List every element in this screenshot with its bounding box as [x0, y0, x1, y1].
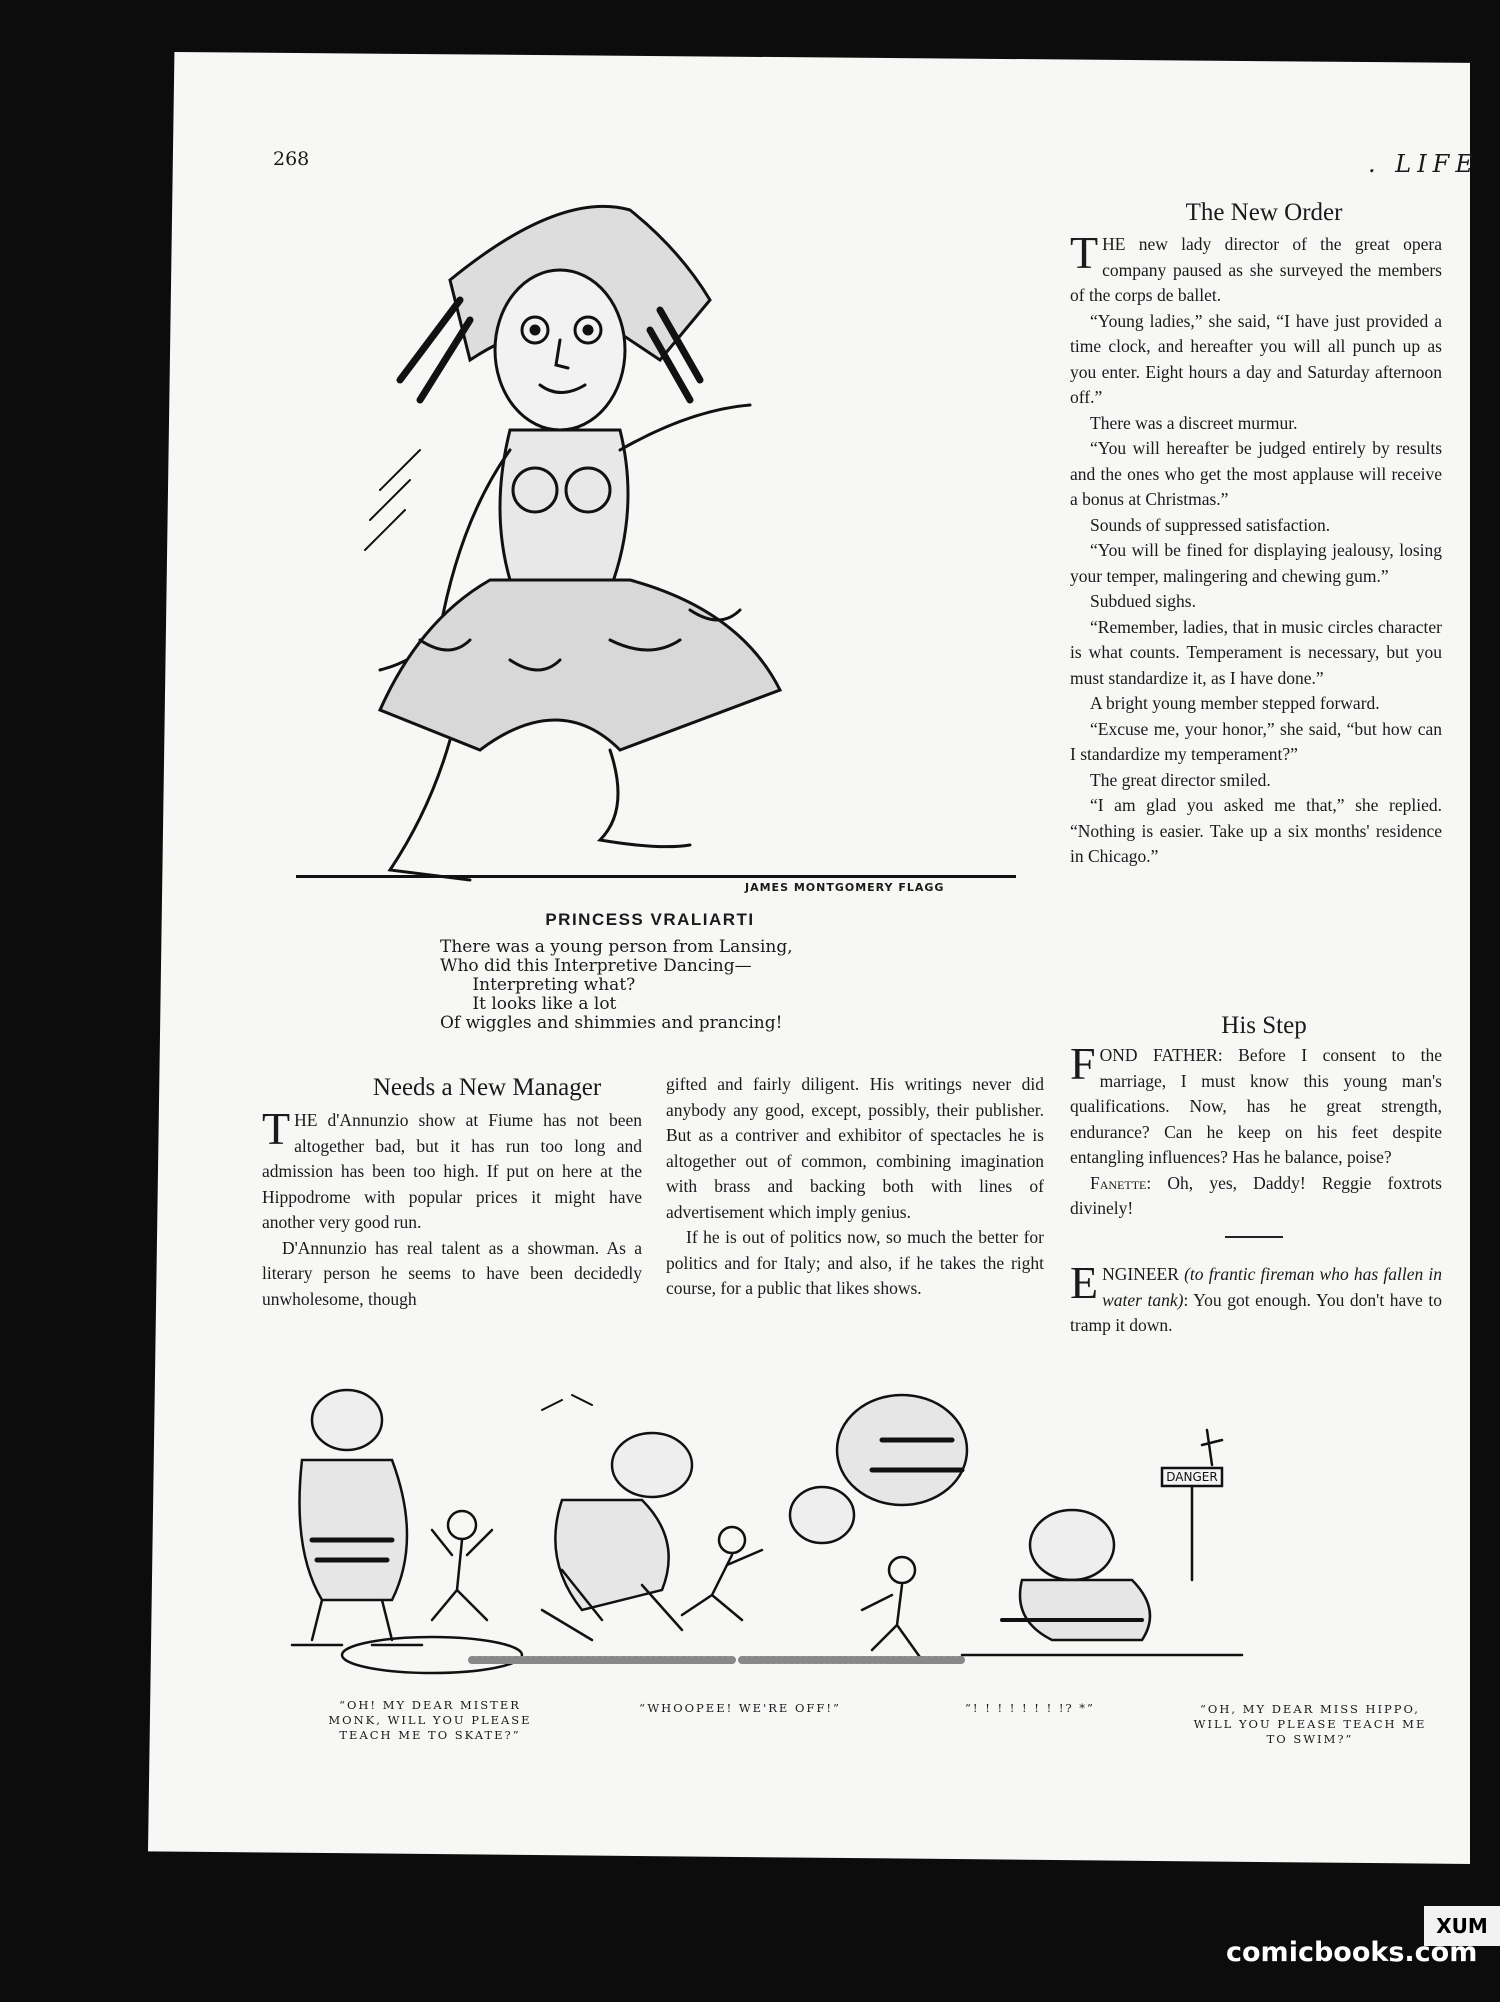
article-paragraph: “You will hereafter be judged entirely by results and the ones who get the most applause will receive a bonus at Christmas.”: [1070, 438, 1442, 509]
article-paragraph: gifted and fairly diligent. His writings never did anybody any good, except, possibly, their publisher. But as a contriver and exhibitor of spectacles he is altogether out of common, combining imagination with brass and backing both with lines of advertisement which imply genius.: [666, 1074, 1044, 1222]
article-paragraph: “Remember, ladies, that in music circles character is what counts. Temperament is necessary, but you must standardize it, as I have done.”: [1070, 616, 1442, 688]
poem-line: Of wiggles and shimmies and prancing!: [440, 1013, 783, 1033]
article-paragraph: The great director smiled.: [1090, 769, 1271, 790]
illustration-baseline: [296, 875, 1016, 878]
masthead: . LIFE: [1368, 150, 1479, 178]
comic-strip: [262, 1370, 1446, 1700]
comic-caption: “OH! MY DEAR MISTER MONK, WILL YOU PLEASE TEACH ME TO SKATE?”: [328, 1698, 532, 1742]
panel-4-art: [962, 1430, 1242, 1655]
new-order-heading: The New Order: [1185, 199, 1343, 226]
site-watermark: comicbooks.com: [1226, 1937, 1478, 1968]
his-step-heading: His Step: [1221, 1012, 1307, 1039]
dancer-illustration: [360, 190, 1020, 890]
panel-3-art: [742, 1395, 967, 1660]
comic-caption: “! ! ! ! ! ! ! !? *”: [965, 1701, 1095, 1715]
page-number: 268: [273, 148, 310, 170]
article-paragraph: “Excuse me, your honor,” she said, “but how can I standardize my temperament?”: [1070, 718, 1442, 764]
archive-tag: XUM: [1424, 1906, 1500, 1946]
speaker-name: Fanette:: [1090, 1172, 1152, 1193]
article-paragraph: D'Annunzio has real talent as a showman. As a literary person he seems to have been decidedly unwholesome, though: [262, 1237, 642, 1309]
artist-signature: JAMES MONTGOMERY FLAGG: [745, 881, 945, 894]
poem-line: It looks like a lot: [440, 994, 617, 1014]
article-paragraph: “Young ladies,” she said, “I have just provided a time clock, and hereafter you will all punch up as you enter. Eight hours a day and Saturday afternoon off.”: [1070, 310, 1442, 407]
poem-line: Who did this Interpretive Dancing—: [440, 956, 752, 976]
manager-column-2: [666, 1072, 1044, 1302]
poem-line: Interpreting what?: [440, 975, 636, 995]
limerick: [440, 938, 880, 1033]
article-paragraph: THE new lady director of the great opera company paused as she surveyed the members of the corps de ballet.: [1070, 227, 1442, 305]
article-paragraph: ENGINEER (to frantic fireman who has fallen in water tank): You got enough. You don't have to tramp it down.: [1070, 1257, 1443, 1335]
article-paragraph: Fanette: Oh, yes, Daddy! Reggie foxtrots divinely!: [1070, 1172, 1442, 1218]
article-paragraph: A bright young member stepped forward.: [1090, 693, 1380, 713]
article-paragraph: FOND FATHER: Before I consent to the marriage, I must know this young man's qualifications. Now, has he great strength, endurance? Can he keep on his feet despite entangling influences? Has he balance, poise?: [1070, 1038, 1442, 1167]
new-order-article: [1070, 227, 1442, 870]
comic-caption: “OH, MY DEAR MISS HIPPO, WILL YOU PLEASE TEACH ME TO SWIM?”: [1193, 1702, 1427, 1746]
article-paragraph: “You will be fined for displaying jealousy, losing your temper, malingering and chewing gum.”: [1070, 540, 1442, 586]
poem-line: There was a young person from Lansing,: [440, 937, 793, 957]
article-paragraph: Subdued sighs.: [1090, 591, 1196, 611]
drop-cap: T: [262, 1103, 291, 1154]
engineer-joke: [1070, 1257, 1443, 1339]
article-paragraph: Sounds of suppressed satisfaction.: [1090, 514, 1331, 535]
comic-caption: “WHOOPEE! WE'RE OFF!”: [639, 1701, 841, 1715]
his-step-article: [1070, 1038, 1442, 1222]
illustration-title: PRINCESS VRALIARTI: [545, 910, 755, 929]
article-paragraph: There was a discreet murmur.: [1090, 412, 1298, 433]
panel-1-art: [292, 1390, 522, 1673]
drop-cap: E: [1070, 1257, 1099, 1308]
article-paragraph: If he is out of politics now, so much the better for politics and for Italy; and also, if he takes the right course, for a public that likes shows.: [666, 1227, 1044, 1298]
article-paragraph: THE d'Annunzio show at Fiume has not been altogether bad, but it has run too long and admission has been too high. If put on here at the Hippodrome with popular prices it might have another very good run.: [262, 1103, 642, 1232]
drop-cap: F: [1070, 1038, 1096, 1089]
drop-cap: T: [1070, 227, 1099, 278]
article-paragraph: “I am glad you asked me that,” she replied. “Nothing is easier. Take up a six months' residence in Chicago.”: [1070, 795, 1442, 866]
panel-2-art: [472, 1395, 762, 1660]
manager-column-1: [262, 1103, 642, 1312]
manager-heading: Needs a New Manager: [372, 1074, 602, 1101]
section-rule: [1225, 1236, 1283, 1238]
danger-sign-text: DANGER: [1166, 1470, 1218, 1484]
